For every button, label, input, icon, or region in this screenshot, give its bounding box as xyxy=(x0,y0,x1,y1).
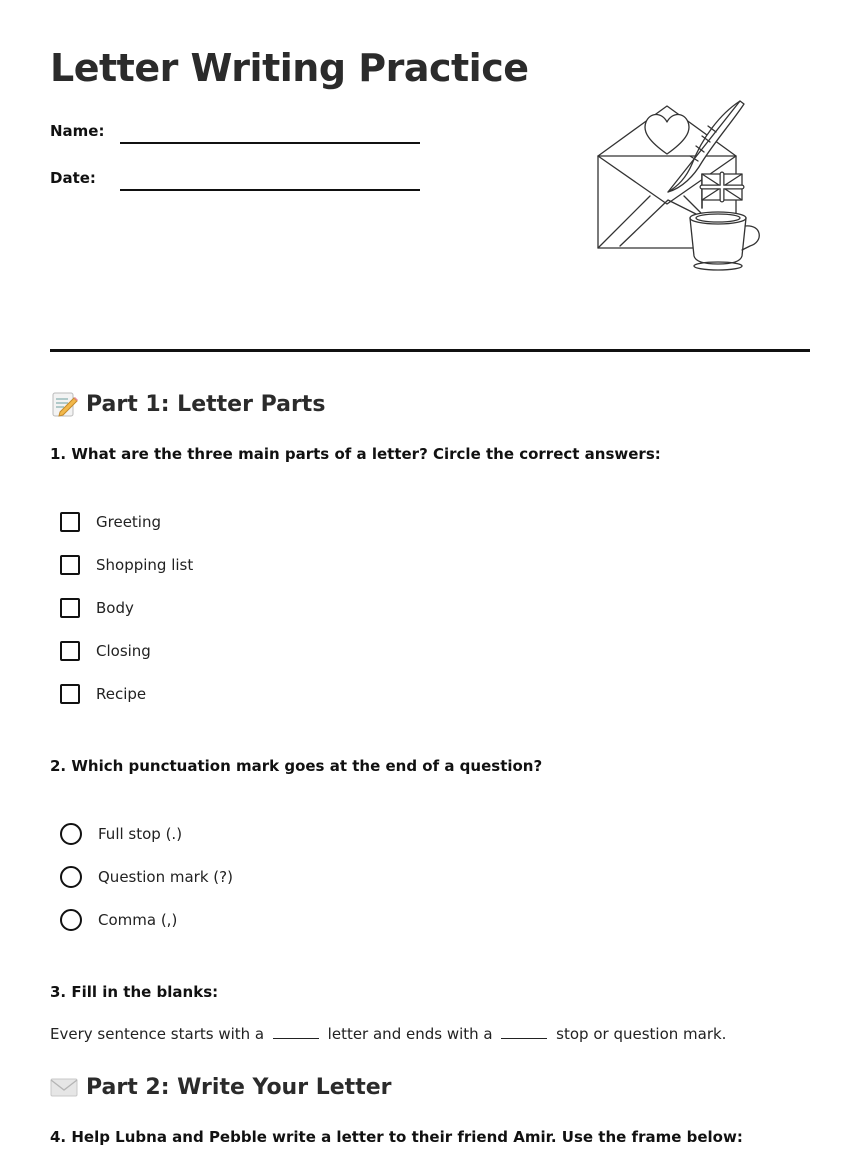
option-greeting[interactable] xyxy=(60,509,161,535)
fill-text-1: Every sentence starts with a xyxy=(50,1025,265,1043)
part2-title: Part 2: Write Your Letter xyxy=(86,1074,392,1100)
option-full-stop[interactable] xyxy=(60,821,182,847)
checkbox[interactable] xyxy=(60,598,80,618)
option-comma[interactable] xyxy=(60,907,177,933)
pencil-memo-icon xyxy=(50,390,78,418)
checkbox[interactable] xyxy=(60,641,80,661)
envelope-icon xyxy=(50,1073,78,1101)
option-label: Shopping list xyxy=(96,556,194,574)
fill-text-3: stop or question mark. xyxy=(556,1025,727,1043)
option-label: Recipe xyxy=(96,685,147,703)
option-label: Greeting xyxy=(96,513,161,531)
name-label: Name: xyxy=(50,122,105,140)
blank-1[interactable] xyxy=(273,1024,319,1039)
page-title: Letter Writing Practice xyxy=(50,46,529,90)
option-recipe[interactable] xyxy=(60,681,146,707)
question-3: 3. Fill in the blanks: xyxy=(50,983,219,1001)
date-label: Date: xyxy=(50,169,96,187)
option-shopping-list[interactable] xyxy=(60,552,193,578)
name-line[interactable] xyxy=(120,142,420,144)
option-label: Closing xyxy=(96,642,151,660)
checkbox[interactable] xyxy=(60,684,80,704)
checkbox[interactable] xyxy=(60,555,80,575)
date-field[interactable] xyxy=(50,169,120,187)
radio-button[interactable] xyxy=(60,823,82,845)
option-label: Body xyxy=(96,599,134,617)
fill-in-sentence xyxy=(50,1024,726,1043)
option-closing[interactable] xyxy=(60,638,151,664)
radio-button[interactable] xyxy=(60,866,82,888)
question-4: 4. Help Lubna and Pebble write a letter to their friend Amir. Use the frame below: xyxy=(50,1128,743,1146)
radio-button[interactable] xyxy=(60,909,82,931)
teacup-icon xyxy=(690,212,759,270)
blank-2[interactable] xyxy=(501,1024,547,1039)
option-question-mark[interactable] xyxy=(60,864,233,890)
letter-illustration xyxy=(590,96,770,272)
question-2: 2. Which punctuation mark goes at the end of a question? xyxy=(50,757,543,775)
option-label: Full stop (.) xyxy=(98,825,183,843)
part2-heading xyxy=(50,1073,391,1101)
divider xyxy=(50,349,810,352)
name-field[interactable] xyxy=(50,122,120,140)
fill-text-2: letter and ends with a xyxy=(327,1025,493,1043)
question-1: 1. What are the three main parts of a letter? Circle the correct answers: xyxy=(50,445,661,463)
heart-icon xyxy=(645,115,689,155)
option-body[interactable] xyxy=(60,595,134,621)
option-label: Comma (,) xyxy=(98,911,178,929)
part1-heading xyxy=(50,390,325,418)
option-label: Question mark (?) xyxy=(98,868,233,886)
part1-title: Part 1: Letter Parts xyxy=(86,391,326,417)
checkbox[interactable] xyxy=(60,512,80,532)
date-line[interactable] xyxy=(120,189,420,191)
